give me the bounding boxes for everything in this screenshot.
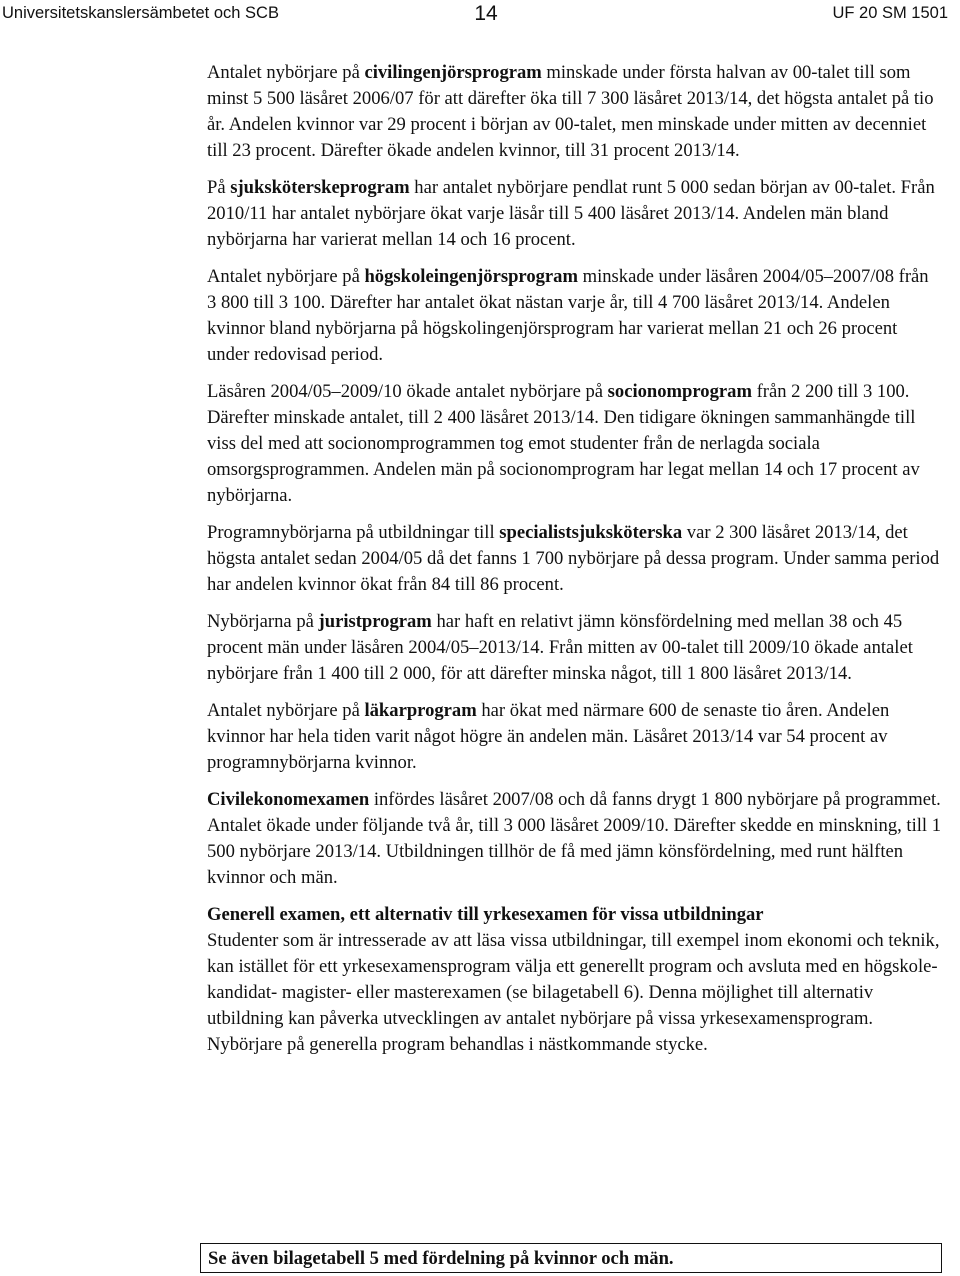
paragraph — [207, 609, 942, 687]
paragraph — [207, 379, 942, 509]
text-segment: Nybörjarna på — [207, 611, 319, 632]
paragraph — [207, 787, 942, 891]
paragraph — [207, 698, 942, 776]
text-segment: infördes läsåret 2007/08 och då fanns drygt 1 800 nybörjare på programmet. Antalet ökade under följande två år, till 3 000 läsåret 2009/10. Därefter skedde en minskning, till 1 500 nybörjare 2013/14. Utbildningen tillhör de få med jämn könsfördelning, med runt hälften kvinnor och män. — [207, 789, 942, 888]
text-segment: har ökat med närmare 600 de senaste tio åren. Andelen kvinnor har hela tiden varit något högre än andelen män. Läsåret 2013/14 var 54 procent av programnybörjarna kvinnor. — [207, 700, 890, 773]
section-heading: Generell examen, ett alternativ till yrkesexamen för vissa utbildningar — [207, 904, 764, 925]
bold-term: Civilekonomexamen — [207, 789, 370, 810]
note-box: Se även bilagetabell 5 med fördelning på kvinnor och män. — [200, 1243, 942, 1273]
section-body: Studenter som är intresserade av att läsa vissa utbildningar, till exempel inom ekonomi och teknik, kan istället för ett yrkesexamensprogram välja ett generellt program och avsluta med en högskole- kandidat- magister- eller masterexamen (se bilagetabell 6). Denna möjlighet till alternativ utbildning kan påverka utvecklingen av antalet nybörjare på vissa yrkesexamensprogram. Nybörjare på generella program behandlas i nästkommande stycke. — [207, 930, 940, 1055]
text-segment: Läsåren 2004/05–2009/10 ökade antalet nybörjare på — [207, 381, 608, 402]
text-segment: Programnybörjarna på utbildningar till — [207, 522, 500, 543]
page-header — [0, 2, 960, 26]
text-segment: var 2 300 läsåret 2013/14, det högsta antalet sedan 2004/05 då det fanns 1 700 nybörjare på dessa program. Under samma period har andelen kvinnor ökat från 84 till 86 procent. — [207, 522, 940, 595]
text-segment: har haft en relativt jämn könsfördelning med mellan 38 och 45 procent män under läsåren 2004/05–2013/14. Från mitten av 00-talet till 2009/10 ökade antalet nybörjare från 1 400 till 2 000, för att därefter minska något, till 1 800 läsåret 2013/14. — [207, 611, 913, 684]
paragraph — [207, 60, 942, 164]
paragraph — [207, 175, 942, 253]
text-segment: På — [207, 177, 231, 198]
header-series-code: UF 20 SM 1501 — [832, 4, 948, 22]
text-segment: minskade under första halvan av 00-talet till som minst 5 500 läsåret 2006/07 för att därefter öka till 7 300 läsåret 2013/14, det högsta antalet på tio år. Andelen kvinnor var 29 procent i början av 00-talet, men minskade under mitten av decenniet till 23 procent. Därefter ökade andelen kvinnor, till 31 procent 2013/14. — [207, 62, 934, 161]
text-segment: har antalet nybörjare pendlat runt 5 000 sedan början av 00-talet. Från 2010/11 har antalet nybörjare ökat varje läsår till 5 400 läsåret 2013/14. Andelen män bland nybörjarna har varierat mellan 14 och 16 procent. — [207, 177, 935, 250]
header-publisher: Universitetskanslersämbetet och SCB — [2, 4, 279, 22]
bold-term: sjuksköterskeprogram — [230, 177, 410, 198]
bold-term: specialistsjuksköterska — [499, 522, 683, 543]
paragraph — [207, 264, 942, 368]
paragraph — [207, 520, 942, 598]
bold-term: högskoleingenjörsprogram — [364, 266, 578, 287]
bold-term: socionomprogram — [607, 381, 752, 402]
text-segment: minskade under läsåren 2004/05–2007/08 från 3 800 till 3 100. Därefter har antalet ökat nästan varje år, till 4 700 läsåret 2013/14. Andelen kvinnor bland nybörjarna på högskolingenjörsprogram har varierat mellan 21 och 26 procent under redovisad period. — [207, 266, 929, 365]
page-number: 14 — [474, 2, 498, 25]
text-segment: Antalet nybörjare på — [207, 266, 365, 287]
bold-term: läkarprogram — [364, 700, 477, 721]
text-segment: Antalet nybörjare på — [207, 700, 365, 721]
text-segment: från 2 200 till 3 100. Därefter minskade antalet, till 2 400 läsåret 2013/14. Den tidigare ökningen sammanhängde till viss del med att socionomprogrammen tog emot studenter från de nerlagda sociala omsorgsprogrammen. Andelen män på socionomprogram har legat mellan 14 och 17 procent av nybörjarna. — [207, 381, 920, 506]
bold-term: juristprogram — [318, 611, 432, 632]
text-segment: Antalet nybörjare på — [207, 62, 365, 83]
bold-term: civilingenjörsprogram — [364, 62, 542, 83]
body-text — [207, 60, 942, 1069]
